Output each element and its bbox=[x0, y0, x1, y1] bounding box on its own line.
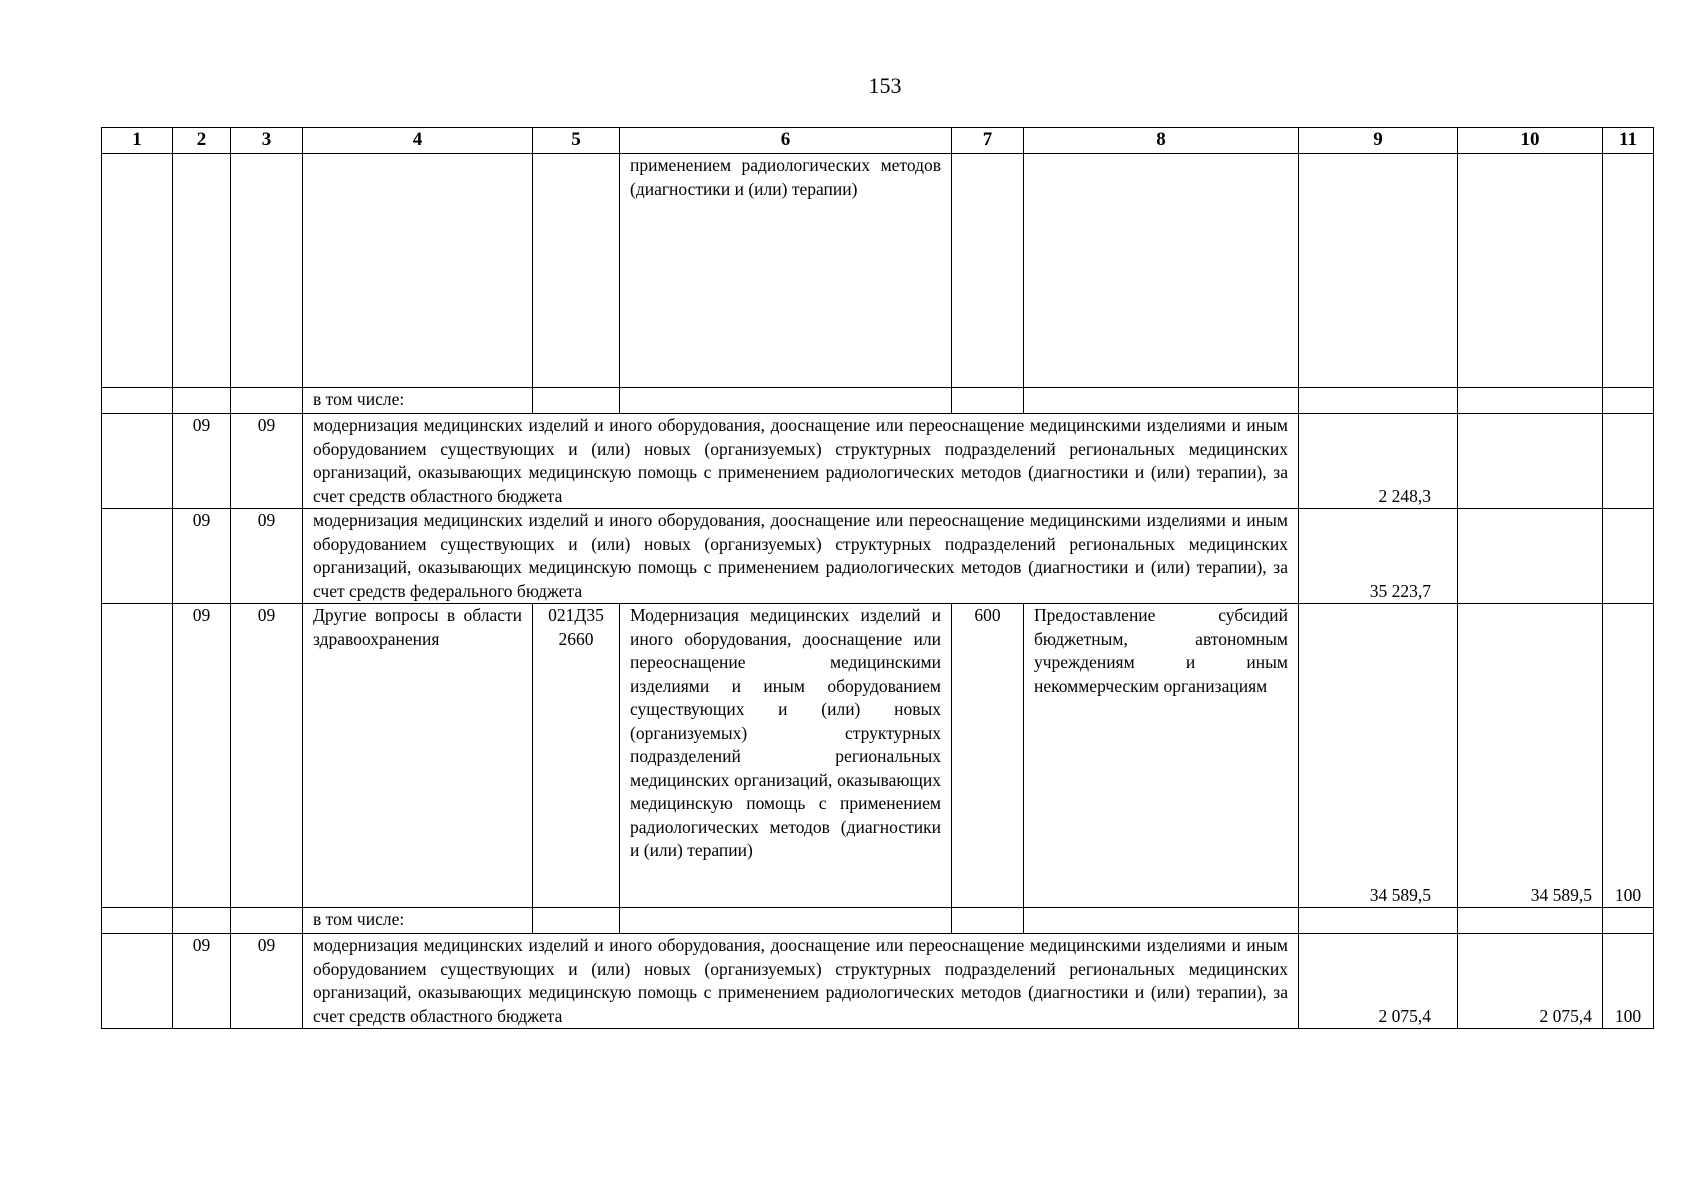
header-col-6: 6 bbox=[620, 128, 952, 154]
header-col-4: 4 bbox=[303, 128, 533, 154]
subsection-code: 09 bbox=[231, 414, 303, 509]
amount-col10: 2 075,4 bbox=[1458, 934, 1603, 1029]
table-row-main-expense bbox=[102, 604, 1654, 908]
header-col-2: 2 bbox=[173, 128, 231, 154]
percent-col11: 100 bbox=[1603, 604, 1654, 908]
expense-description: модернизация медицинских изделий и иного оборудования, дооснащение или переоснащение медицинскими изделиями и иным оборудованием существующих и (или) новых (организуемых) структурных подразделений региональных медицинских организаций, оказывающих медицинскую помощь с применением радиологических методов (диагностики и (или) терапии), за счет средств областного бюджета bbox=[303, 414, 1299, 509]
section-code: 09 bbox=[173, 414, 231, 509]
table-row-regional-budget-2 bbox=[102, 934, 1654, 1029]
section-name: Другие вопросы в области здравоохранения bbox=[303, 604, 533, 908]
subsection-code: 09 bbox=[231, 604, 303, 908]
header-col-5: 5 bbox=[533, 128, 620, 154]
header-col-8: 8 bbox=[1024, 128, 1299, 154]
including-label: в том числе: bbox=[303, 388, 533, 414]
amount-col9: 2 248,3 bbox=[1299, 414, 1458, 509]
header-row bbox=[102, 128, 1654, 154]
table-row-continuation bbox=[102, 154, 1654, 388]
section-code: 09 bbox=[173, 934, 231, 1029]
table-row-including-1 bbox=[102, 388, 1654, 414]
section-code: 09 bbox=[173, 509, 231, 604]
amount-col10: 34 589,5 bbox=[1458, 604, 1603, 908]
amount-col9: 34 589,5 bbox=[1299, 604, 1458, 908]
subsection-code: 09 bbox=[231, 509, 303, 604]
header-col-3: 3 bbox=[231, 128, 303, 154]
subsection-code: 09 bbox=[231, 934, 303, 1029]
percent-col11: 100 bbox=[1603, 934, 1654, 1029]
section-code: 09 bbox=[173, 604, 231, 908]
header-col-7: 7 bbox=[952, 128, 1024, 154]
header-col-10: 10 bbox=[1458, 128, 1603, 154]
expense-type-name: Предоставление субсидий бюджетным, автономным учреждениям и иным некоммерческим организациям bbox=[1024, 604, 1299, 908]
header-col-9: 9 bbox=[1299, 128, 1458, 154]
target-article-code: 021Д35 2660 bbox=[533, 604, 620, 908]
page-number: 153 bbox=[868, 73, 902, 98]
header-col-1: 1 bbox=[102, 128, 173, 154]
table-row-regional-budget-1 bbox=[102, 414, 1654, 509]
continuation-col6-text: применением радиологических методов (диагностики и (или) терапии) bbox=[620, 154, 952, 388]
table-row-federal-budget bbox=[102, 509, 1654, 604]
including-label: в том числе: bbox=[303, 908, 533, 934]
table-row-including-2 bbox=[102, 908, 1654, 934]
budget-table bbox=[101, 127, 1654, 1029]
amount-col9: 2 075,4 bbox=[1299, 934, 1458, 1029]
expense-description: модернизация медицинских изделий и иного оборудования, дооснащение или переоснащение медицинскими изделиями и иным оборудованием существующих и (или) новых (организуемых) структурных подразделений региональных медицинских организаций, оказывающих медицинскую помощь с применением радиологических методов (диагностики и (или) терапии), за счет средств федерального бюджета bbox=[303, 509, 1299, 604]
expense-type-code: 600 bbox=[952, 604, 1024, 908]
expense-description: модернизация медицинских изделий и иного оборудования, дооснащение или переоснащение медицинскими изделиями и иным оборудованием существующих и (или) новых (организуемых) структурных подразделений региональных медицинских организаций, оказывающих медицинскую помощь с применением радиологических методов (диагностики и (или) терапии), за счет средств областного бюджета bbox=[303, 934, 1299, 1029]
expense-name: Модернизация медицинских изделий и иного оборудования, дооснащение или переоснащение медицинскими изделиями и иным оборудованием существующих и (или) новых (организуемых) структурных подразделений региональных медицинских организаций, оказывающих медицинскую помощь с применением радиологических методов (диагностики и (или) терапии) bbox=[620, 604, 952, 908]
amount-col9: 35 223,7 bbox=[1299, 509, 1458, 604]
header-col-11: 11 bbox=[1603, 128, 1654, 154]
